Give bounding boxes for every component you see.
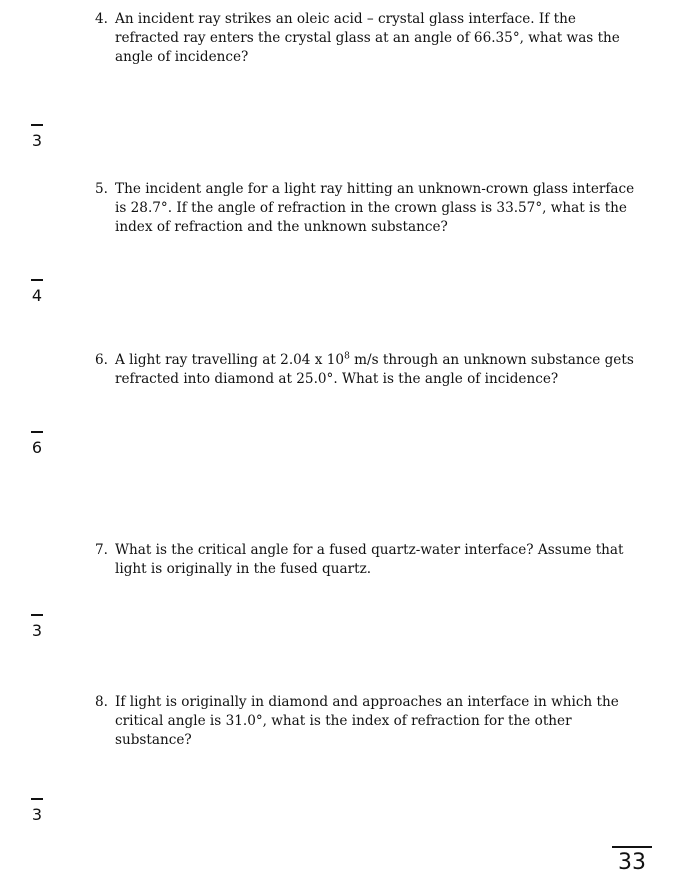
total-points-value: 33: [618, 850, 646, 875]
question-text: What is the critical angle for a fused quartz-water interface? Assume that light is originally in the fused quartz.: [115, 542, 624, 577]
points-box-question-6: [27, 431, 47, 457]
exponent: 8: [344, 351, 350, 362]
points-underline: [31, 614, 43, 616]
total-overline: [612, 846, 652, 848]
points-value: 3: [31, 621, 43, 640]
points-underline: [31, 124, 43, 126]
question-text-part: A light ray travelling at 2.04 x 10: [115, 352, 345, 368]
question-5: [95, 180, 635, 237]
points-box-question-8: [27, 798, 47, 824]
question-6: [95, 351, 635, 389]
question-number: 4.: [95, 11, 108, 27]
question-number: 6.: [95, 352, 108, 368]
question-text: [115, 351, 635, 389]
question-number: 5.: [95, 181, 108, 197]
points-underline: [31, 431, 43, 433]
question-text: If light is originally in diamond and approaches an interface in which the critical angle is 31.0°, what is the index of refraction for the other substance?: [115, 694, 619, 748]
question-text-part: m/s through an unknown substance gets refracted into diamond at 25.0°. What is the angle of incidence?: [115, 352, 634, 387]
points-value: 6: [31, 438, 43, 457]
points-value: 4: [31, 286, 43, 305]
points-value: 3: [31, 131, 43, 150]
question-8: [95, 693, 635, 750]
question-number: 7.: [95, 542, 108, 558]
points-underline: [31, 279, 43, 281]
question-number: 8.: [95, 694, 108, 710]
question-7: [95, 541, 635, 579]
question-4: [95, 10, 635, 67]
question-text: The incident angle for a light ray hitting an unknown-crown glass interface is 28.7°. If the angle of refraction in the crown glass is 33.57°, what is the index of refraction and the unknown substance?: [115, 181, 635, 235]
points-box-question-7: [27, 614, 47, 640]
points-box-question-5: [27, 279, 47, 305]
points-underline: [31, 798, 43, 800]
total-points-box: [612, 846, 652, 875]
points-box-question-4: [27, 124, 47, 150]
points-value: 3: [31, 805, 43, 824]
question-text: An incident ray strikes an oleic acid – crystal glass interface. If the refracted ray enters the crystal glass at an angle of 66.35°, what was the angle of incidence?: [115, 11, 620, 65]
